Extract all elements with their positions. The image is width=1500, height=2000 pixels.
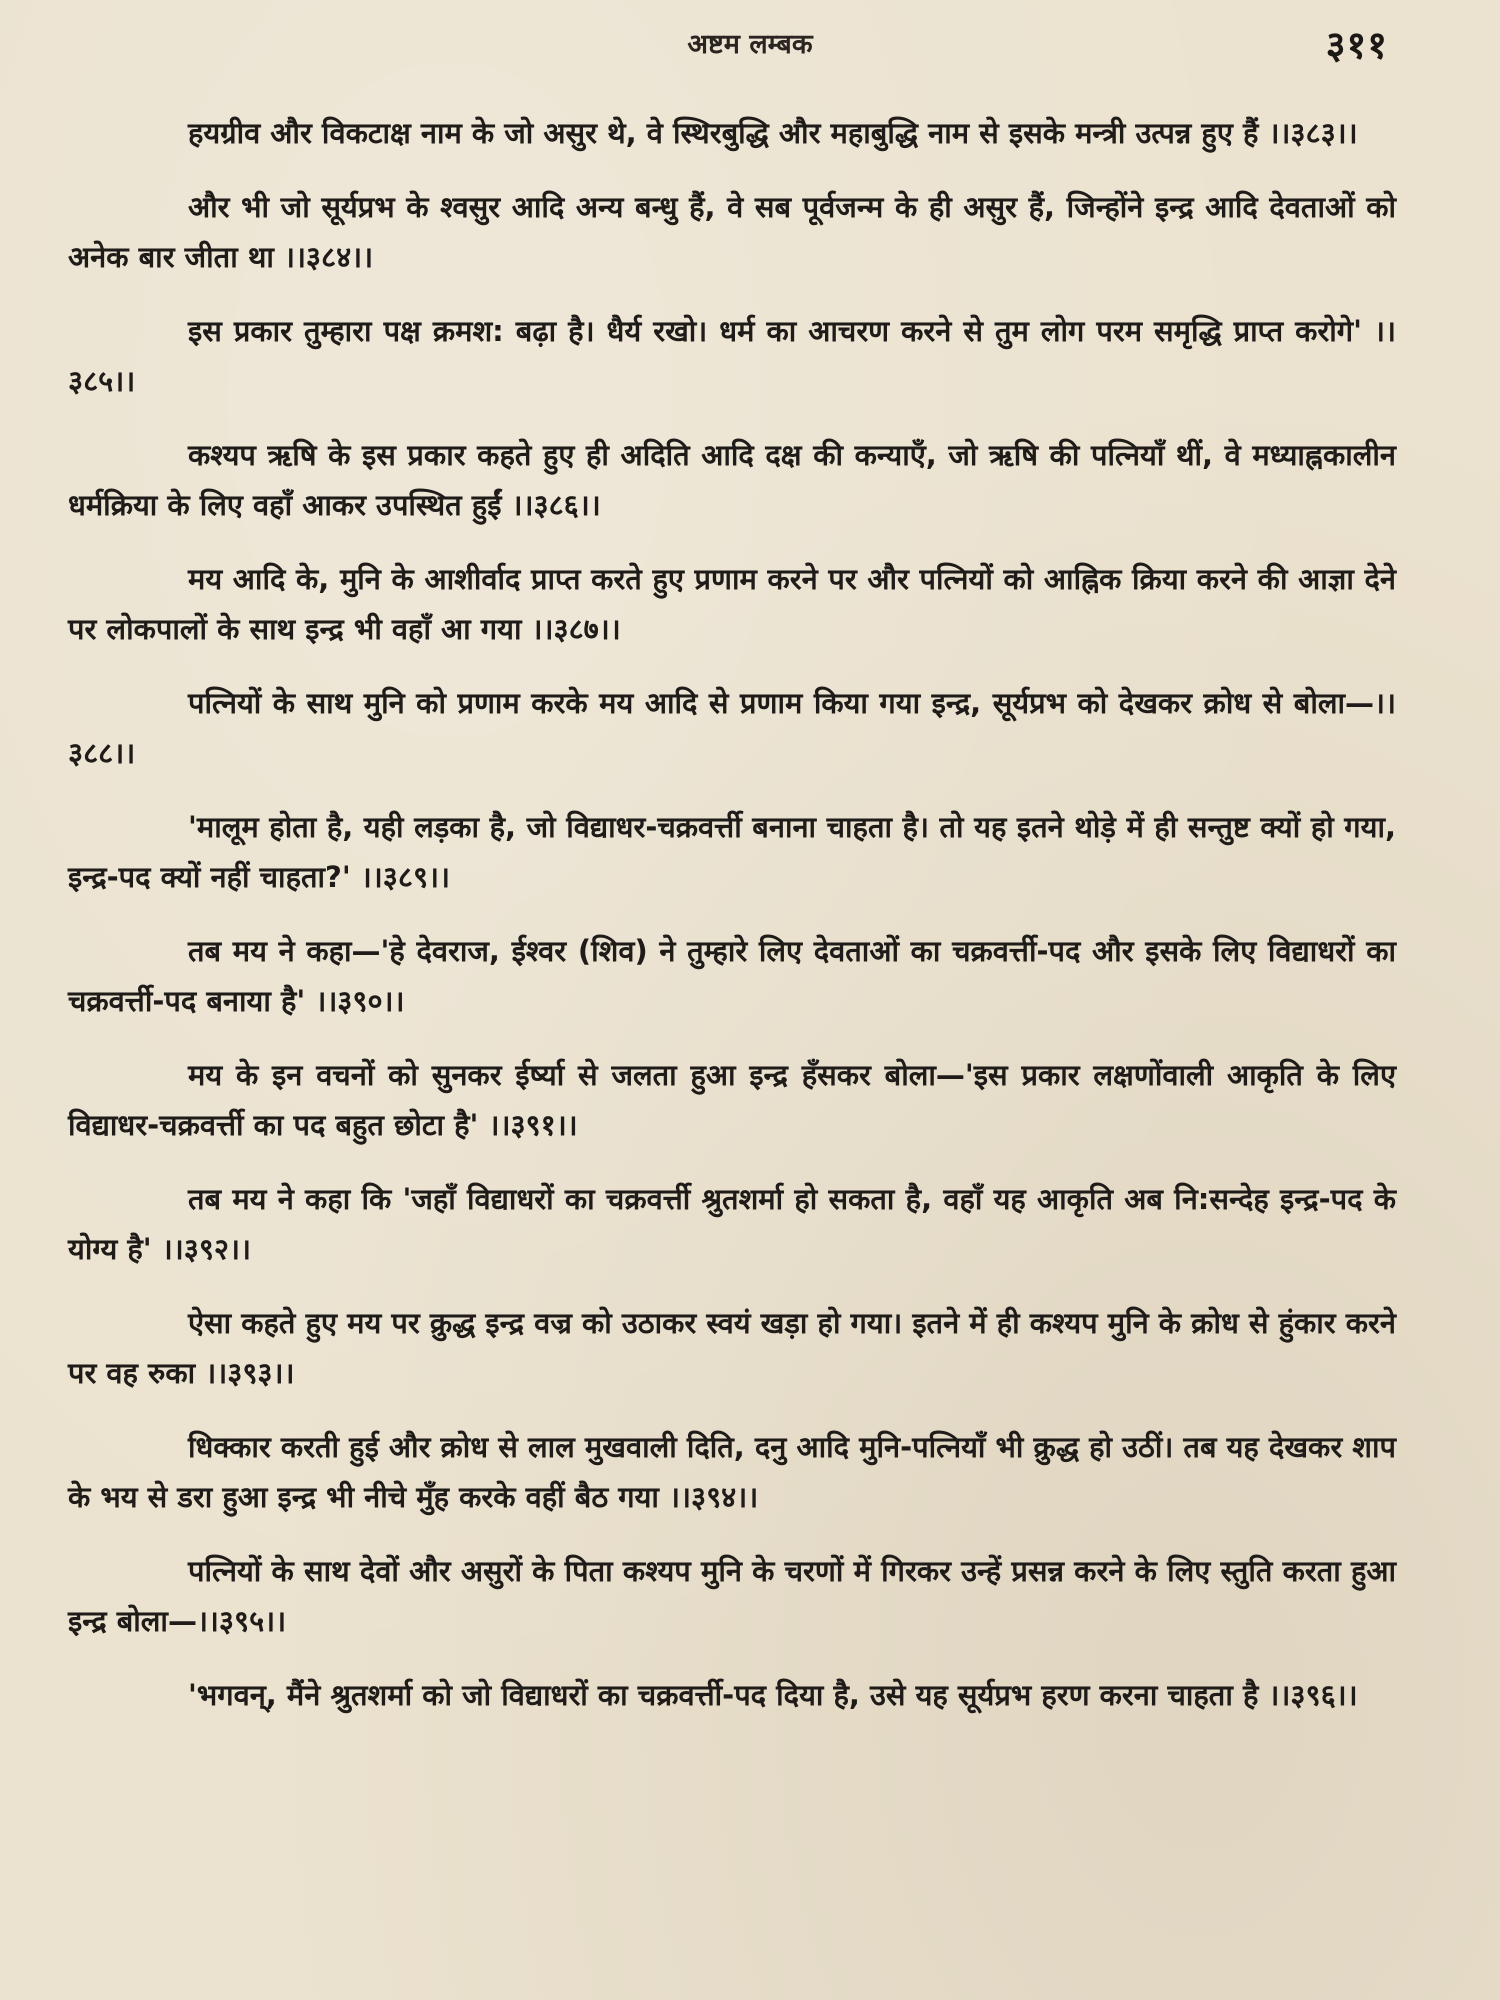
- paragraph-384: और भी जो सूर्यप्रभ के श्वसुर आदि अन्य बन्धु हैं, वे सब पूर्वजन्म के ही असुर हैं, जिन्होंने इन्द्र आदि देवताओं को अनेक बार जीता था ।।३८४।।: [68, 190, 1396, 274]
- paragraph-396: 'भगवन्, मैंने श्रुतशर्मा को जो विद्याधरों का चक्रवर्त्ती-पद दिया है, उसे यह सूर्यप्रभ हरण करना चाहता है ।।३९६।।: [188, 1678, 1358, 1712]
- body-text: [68, 108, 1396, 1738]
- paragraph-392: तब मय ने कहा कि 'जहाँ विद्याधरों का चक्रवर्त्ती श्रुतशर्मा हो सकता है, वहाँ यह आकृति अब नि:सन्देह इन्द्र-पद के योग्य है' ।।३९२।।: [68, 1182, 1396, 1266]
- paragraph-383: हयग्रीव और विकटाक्ष नाम के जो असुर थे, वे स्थिरबुद्धि और महाबुद्धि नाम से इसके मन्त्री उत्पन्न हुए हैं ।।३८३।।: [188, 116, 1358, 150]
- paragraph-387: मय आदि के, मुनि के आशीर्वाद प्राप्त करते हुए प्रणाम करने पर और पत्नियों को आह्निक क्रिया करने की आज्ञा देने पर लोकपालों के साथ इन्द्र भी वहाँ आ गया ।।३८७।।: [68, 562, 1396, 646]
- paragraph-388: पत्नियों के साथ मुनि को प्रणाम करके मय आदि से प्रणाम किया गया इन्द्र, सूर्यप्रभ को देखकर क्रोध से बोला—।।३८८।।: [68, 686, 1396, 770]
- paragraph-393: ऐसा कहते हुए मय पर क्रुद्ध इन्द्र वज्र को उठाकर स्वयं खड़ा हो गया। इतने में ही कश्यप मुनि के क्रोध से हुंकार करने पर वह रुका ।।३९३।।: [68, 1306, 1396, 1390]
- running-head: [0, 18, 1500, 68]
- paragraph-389: 'मालूम होता है, यही लड़का है, जो विद्याधर-चक्रवर्त्ती बनाना चाहता है। तो यह इतने थोड़े में ही सन्तुष्ट क्यों हो गया, इन्द्र-पद क्यों नहीं चाहता?' ।।३८९।।: [68, 810, 1396, 894]
- paragraph-394: धिक्कार करती हुई और क्रोध से लाल मुखवाली दिति, दनु आदि मुनि-पत्नियाँ भी क्रुद्ध हो उठीं। तब यह देखकर शाप के भय से डरा हुआ इन्द्र भी नीचे मुँह करके वहीं बैठ गया ।।३९४।।: [68, 1430, 1396, 1514]
- paragraph-386: कश्यप ऋषि के इस प्रकार कहते हुए ही अदिति आदि दक्ष की कन्याएँ, जो ऋषि की पत्नियाँ थीं, वे मध्याह्नकालीन धर्मक्रिया के लिए वहाँ आकर उपस्थित हुईं ।।३८६।।: [68, 438, 1396, 522]
- paragraph-395: पत्नियों के साथ देवों और असुरों के पिता कश्यप मुनि के चरणों में गिरकर उन्हें प्रसन्न करने के लिए स्तुति करता हुआ इन्द्र बोला—।।३९५।।: [68, 1554, 1396, 1638]
- paragraph-391: मय के इन वचनों को सुनकर ईर्ष्या से जलता हुआ इन्द्र हँसकर बोला—'इस प्रकार लक्षणोंवाली आकृति के लिए विद्याधर-चक्रवर्त्ती का पद बहुत छोटा है' ।।३९१।।: [68, 1058, 1396, 1142]
- page-number: ३११: [1325, 23, 1388, 67]
- paragraph-390: तब मय ने कहा—'हे देवराज, ईश्वर (शिव) ने तुम्हारे लिए देवताओं का चक्रवर्त्ती-पद और इसके लिए विद्याधरों का चक्रवर्त्ती-पद बनाया है' ।।३९०।।: [68, 934, 1396, 1018]
- paragraph-385: इस प्रकार तुम्हारा पक्ष क्रमश: बढ़ा है। धैर्य रखो। धर्म का आचरण करने से तुम लोग परम समृद्धि प्राप्त करोगे' ।।३८५।।: [68, 314, 1396, 398]
- running-title: अष्टम लम्बक: [687, 29, 813, 60]
